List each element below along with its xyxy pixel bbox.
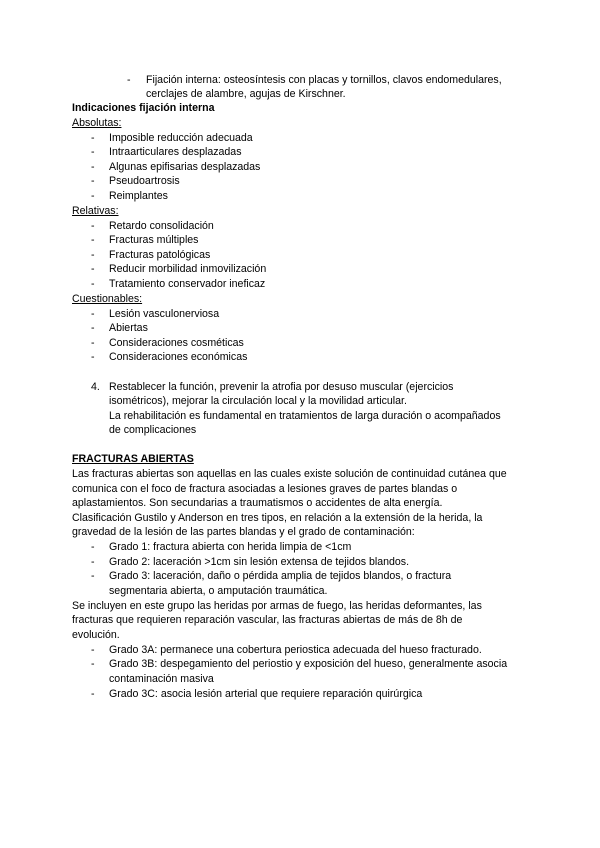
paragraph-line: Las fracturas abiertas son aquellas en las cuales existe solución de continuidad cutánea que [72,468,507,480]
cuestionables-item: Consideraciones cosméticas [109,337,244,349]
subgrado-item: Grado 3A: permanece una cobertura periostica adecuada del hueso fracturado. [109,644,482,656]
bullet-dash: - [91,278,95,290]
bullet-dash: - [91,322,95,334]
indicaciones-heading: Indicaciones fijación interna [72,102,215,114]
bullet-dash: - [91,308,95,320]
bullet-dash: - [91,658,95,670]
relativas-item: Fracturas múltiples [109,234,199,246]
grado-item-continuation: segmentaria abierta, o amputación traumática. [109,585,328,597]
item-4-line: La rehabilitación es fundamental en tratamientos de larga duración o acompañados [109,410,501,422]
bullet-dash: - [91,146,95,158]
item-4-line: de complicaciones [109,424,197,436]
item-4-number: 4. [91,381,100,393]
absolutas-item: Algunas epifisarias desplazadas [109,161,261,173]
bullet-dash: - [91,249,95,261]
grado-item: Grado 2: laceración >1cm sin lesión extensa de tejidos blandos. [109,556,410,568]
paragraph-line: fracturas que requieren reparación vascular, las fracturas abiertas de más de 8h de [72,614,463,626]
absolutas-item: Imposible reducción adecuada [109,132,253,144]
absolutas-item: Pseudoartrosis [109,175,180,187]
relativas-item: Retardo consolidación [109,220,214,232]
subgrado-item-continuation: contaminación masiva [109,673,214,685]
bullet-dash: - [91,351,95,363]
cuestionables-item: Lesión vasculonerviosa [109,308,220,320]
bullet-dash: - [91,570,95,582]
bullet-dash: - [91,161,95,173]
grado-item: Grado 3: laceración, daño o pérdida amplia de tejidos blandos, o fractura [109,570,452,582]
bullet-dash: - [91,263,95,275]
bullet-dash: - [91,556,95,568]
bullet-dash: - [91,175,95,187]
cuestionables-item: Consideraciones económicas [109,351,248,363]
top-item-line-2: cerclajes de alambre, agujas de Kirschner. [146,88,346,100]
bullet-dash: - [91,541,95,553]
paragraph-line: Clasificación Gustilo y Anderson en tres tipos, en relación a la extensión de la herida, la [72,512,483,524]
top-item-line-1: Fijación interna: osteosíntesis con placas y tornillos, clavos endomedulares, [146,74,502,86]
relativas-item: Fracturas patológicas [109,249,211,261]
grado-item: Grado 1: fractura abierta con herida limpia de <1cm [109,541,352,553]
fracturas-abiertas-heading: FRACTURAS ABIERTAS [72,453,194,465]
relativas-label: Relativas: [72,205,119,217]
relativas-item: Tratamiento conservador ineficaz [109,278,266,290]
cuestionables-item: Abiertas [109,322,148,334]
paragraph-line: Se incluyen en este grupo las heridas por armas de fuego, las heridas deformantes, las [72,600,482,612]
paragraph-line: comunica con el foco de fractura asociadas a lesiones graves de partes blandas o [72,483,458,495]
bullet-dash: - [91,644,95,656]
paragraph-line: evolución. [72,629,120,641]
absolutas-item: Reimplantes [109,190,168,202]
relativas-item: Reducir morbilidad inmovilización [109,263,267,275]
bullet-dash: - [91,688,95,700]
bullet-dash: - [91,132,95,144]
item-4-line: Restablecer la función, prevenir la atrofia por desuso muscular (ejercicios [109,381,454,393]
paragraph-line: gravedad de la lesión de las partes blandas y el grado de contaminación: [72,526,415,538]
absolutas-label: Absolutas: [72,117,122,129]
subgrado-item: Grado 3B: despegamiento del periostio y exposición del hueso, generalmente asocia [109,658,508,670]
bullet-dash: - [127,74,131,86]
cuestionables-label: Cuestionables: [72,293,143,305]
paragraph-line: aplastamientos. Son secundarias a traumatismos o accidentes de alta energía. [72,497,443,509]
bullet-dash: - [91,190,95,202]
bullet-dash: - [91,234,95,246]
bullet-dash: - [91,220,95,232]
item-4-line: isométricos), mejorar la circulación local y la movilidad articular. [109,395,407,407]
bullet-dash: - [91,337,95,349]
absolutas-item: Intraarticulares desplazadas [109,146,242,158]
subgrado-item: Grado 3C: asocia lesión arterial que requiere reparación quirúrgica [109,688,423,700]
